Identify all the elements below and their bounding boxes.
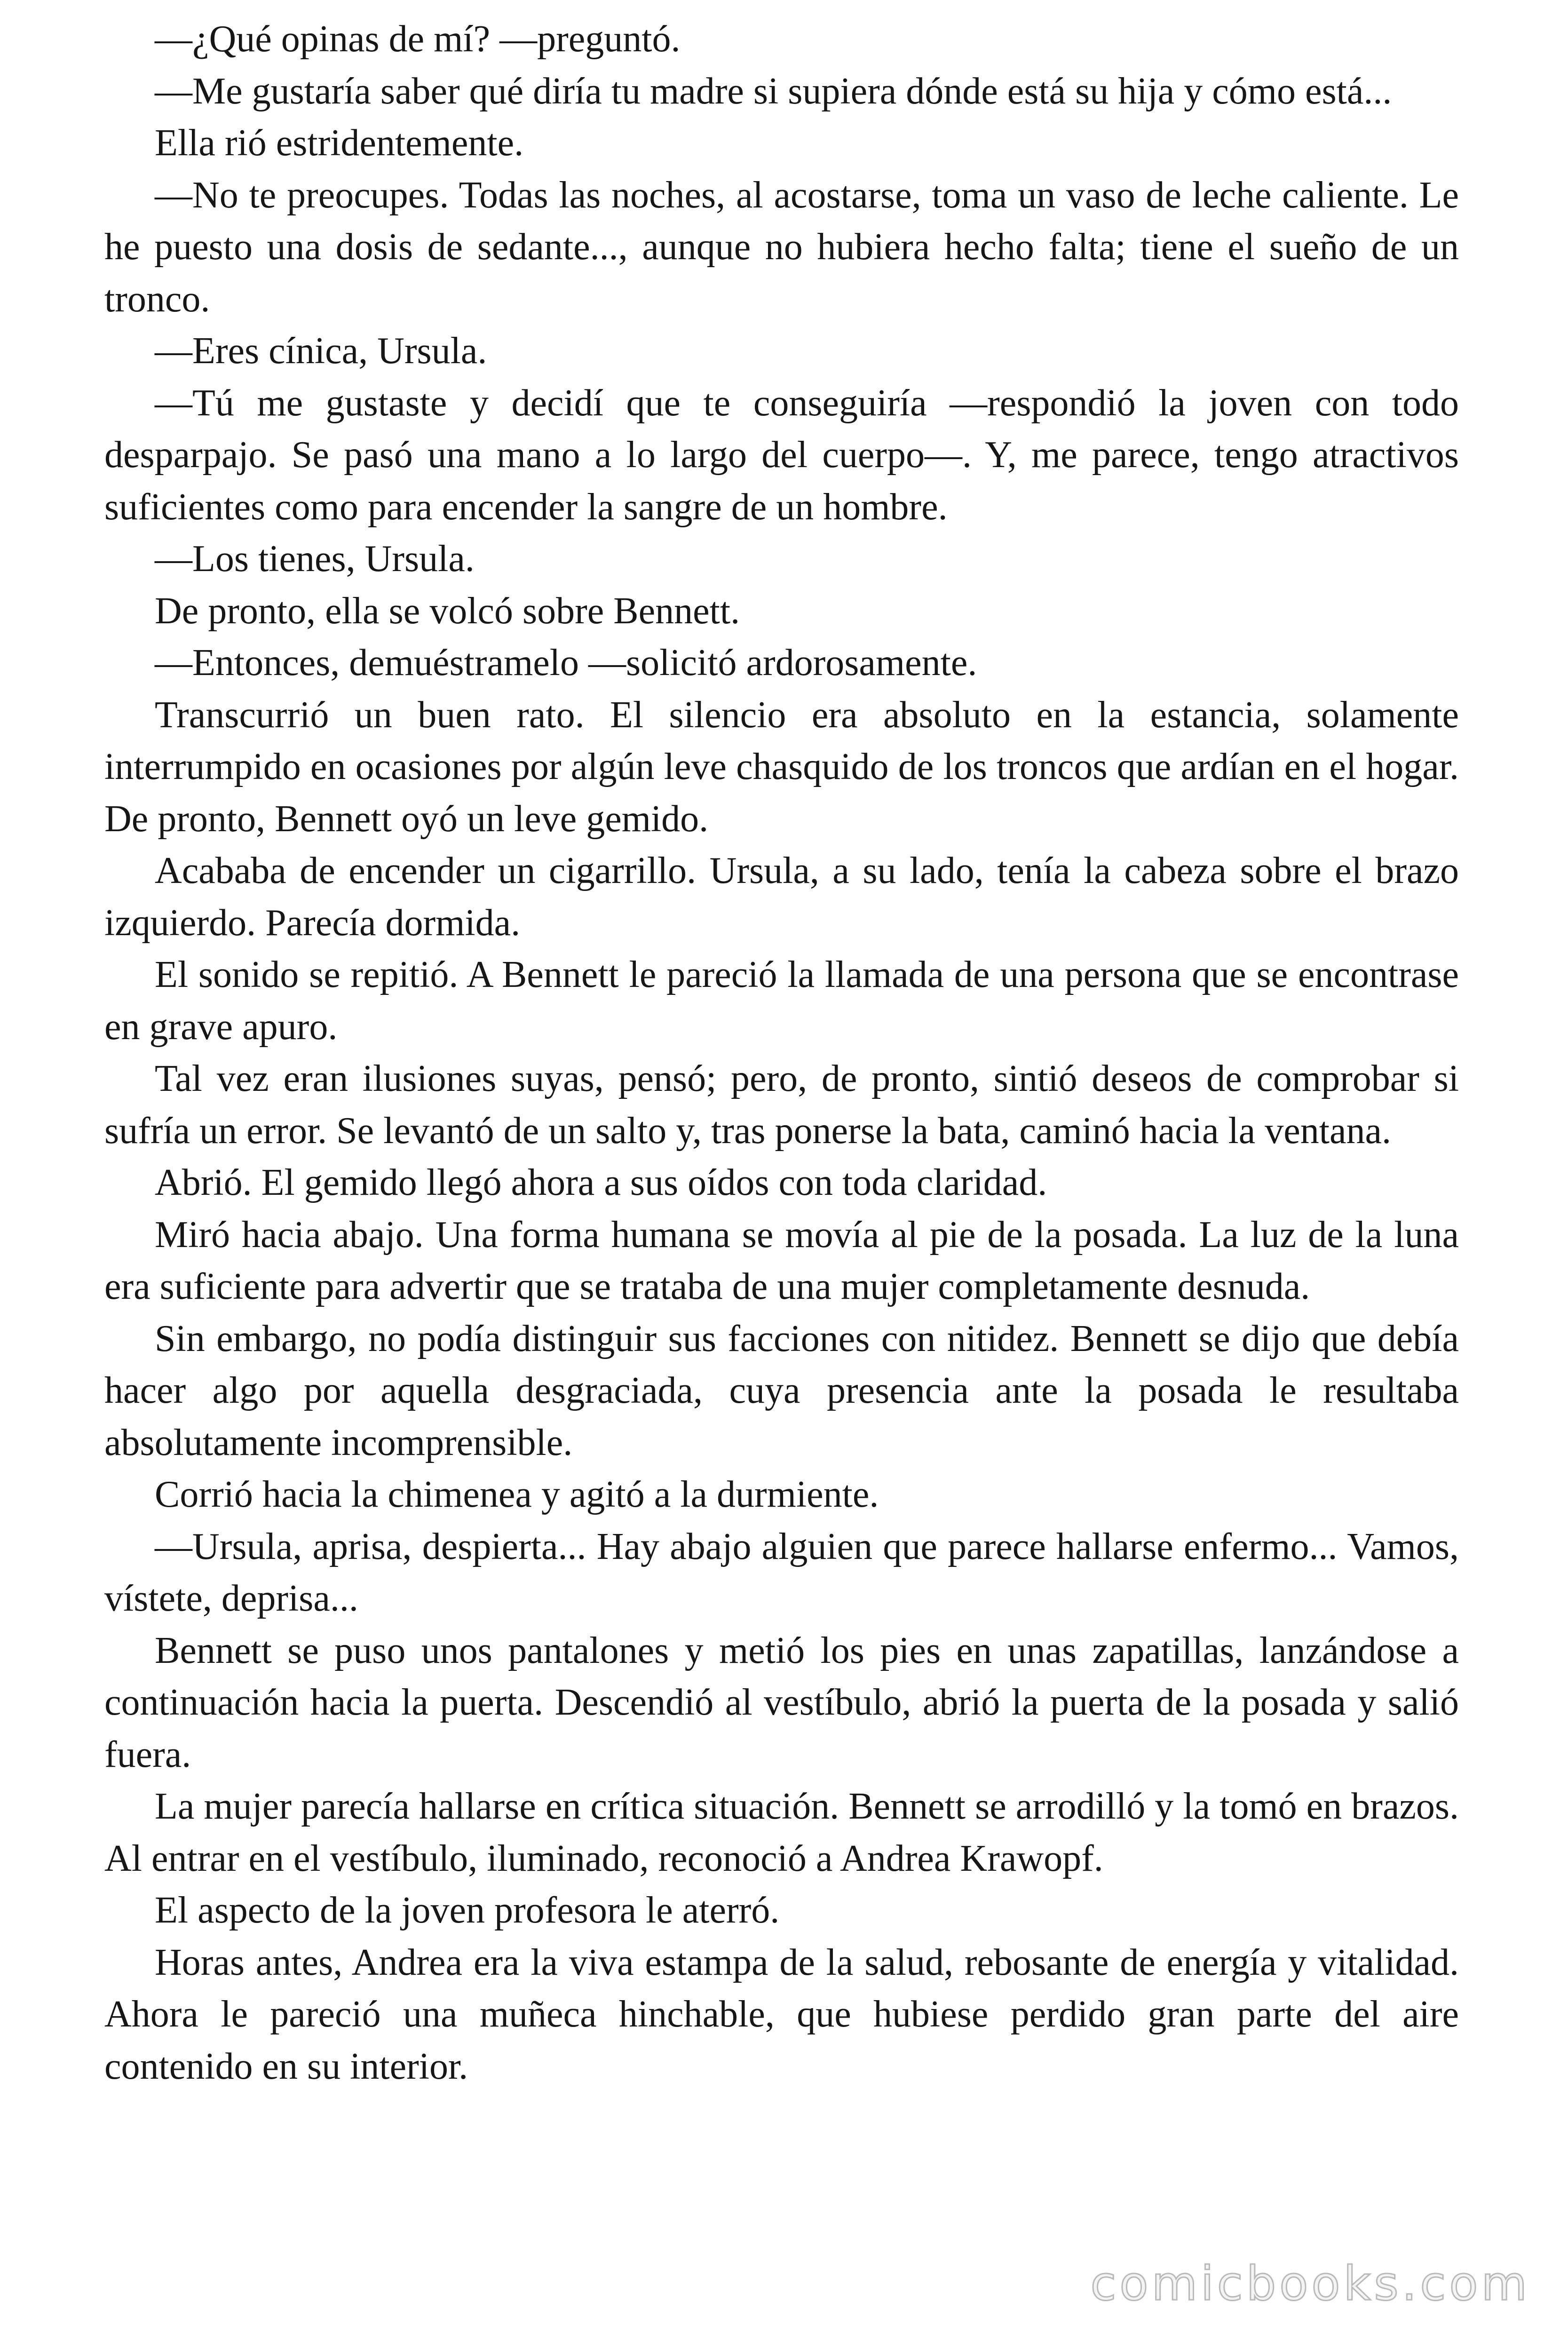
paragraph: Transcurrió un buen rato. El silencio era absoluto en la estancia, solamente interrumpido en ocasiones por algún leve chasquido de los troncos que ardían en el hogar. De pronto, Bennett oyó un leve gemido. (104, 694, 1459, 840)
paragraph: Tal vez eran ilusiones suyas, pensó; pero, de pronto, sintió deseos de comprobar si sufría un error. Se levantó de un salto y, tras ponerse la bata, caminó hacia la ventana. (104, 1058, 1459, 1152)
paragraph: —¿Qué opinas de mí? —preguntó. (155, 18, 681, 60)
paragraph: Sin embargo, no podía distinguir sus facciones con nitidez. Bennett se dijo que debía hacer algo por aquella desgraciada, cuya presencia ante la posada le resultaba absolutamente incomprensible. (104, 1318, 1459, 1463)
paragraph: —Me gustaría saber qué diría tu madre si supiera dónde está su hija y cómo está... (155, 70, 1392, 112)
watermark: comicbooks.com (1090, 2256, 1530, 2311)
paragraph: —Entonces, demuéstramelo —solicitó ardorosamente. (155, 642, 977, 683)
paragraph: El aspecto de la joven profesora le aterró. (155, 1890, 780, 1931)
paragraph: El sonido se repitió. A Bennett le pareció la llamada de una persona que se encontrase en grave apuro. (104, 954, 1459, 1048)
paragraph: Bennett se puso unos pantalones y metió los pies en unas zapatillas, lanzándose a continuación hacia la puerta. Descendió al vestíbulo, abrió la puerta de la posada y salió fuera. (104, 1629, 1459, 1775)
paragraph: La mujer parecía hallarse en crítica situación. Bennett se arrodilló y la tomó en brazos. Al entrar en el vestíbulo, iluminado, reconoció a Andrea Krawopf. (104, 1786, 1459, 1879)
paragraph: Acababa de encender un cigarrillo. Ursula, a su lado, tenía la cabeza sobre el brazo izquierdo. Parecía dormida. (104, 850, 1459, 944)
paragraph: De pronto, ella se volcó sobre Bennett. (155, 590, 740, 632)
paragraph: Ella rió estridentemente. (155, 122, 524, 164)
paragraph: —Los tienes, Ursula. (155, 538, 475, 580)
paragraph: —Eres cínica, Ursula. (155, 330, 487, 372)
page-text (104, 13, 1459, 2092)
paragraph: Abrió. El gemido llegó ahora a sus oídos con toda claridad. (155, 1162, 1047, 1203)
paragraph: Miró hacia abajo. Una forma humana se movía al pie de la posada. La luz de la luna era suficiente para advertir que se trataba de una mujer completamente desnuda. (104, 1214, 1459, 1307)
paragraph: —No te preocupes. Todas las noches, al acostarse, toma un vaso de leche caliente. Le he puesto una dosis de sedante..., aunque no hubiera hecho falta; tiene el sueño de un tronco. (104, 174, 1459, 320)
paragraph: —Ursula, aprisa, despierta... Hay abajo alguien que parece hallarse enfermo... Vamos, vístete, deprisa... (104, 1526, 1459, 1619)
paragraph: —Tú me gustaste y decidí que te conseguiría —respondió la joven con todo desparpajo. Se pasó una mano a lo largo del cuerpo—. Y, me parece, tengo atractivos suficientes como para encender la sangre de un hombre. (104, 382, 1459, 528)
paragraph: Horas antes, Andrea era la viva estampa de la salud, rebosante de energía y vitalidad. Ahora le pareció una muñeca hinchable, que hubiese perdido gran parte del aire contenido en su interior. (104, 1941, 1459, 2087)
paragraph: Corrió hacia la chimenea y agitó a la durmiente. (155, 1474, 879, 1515)
